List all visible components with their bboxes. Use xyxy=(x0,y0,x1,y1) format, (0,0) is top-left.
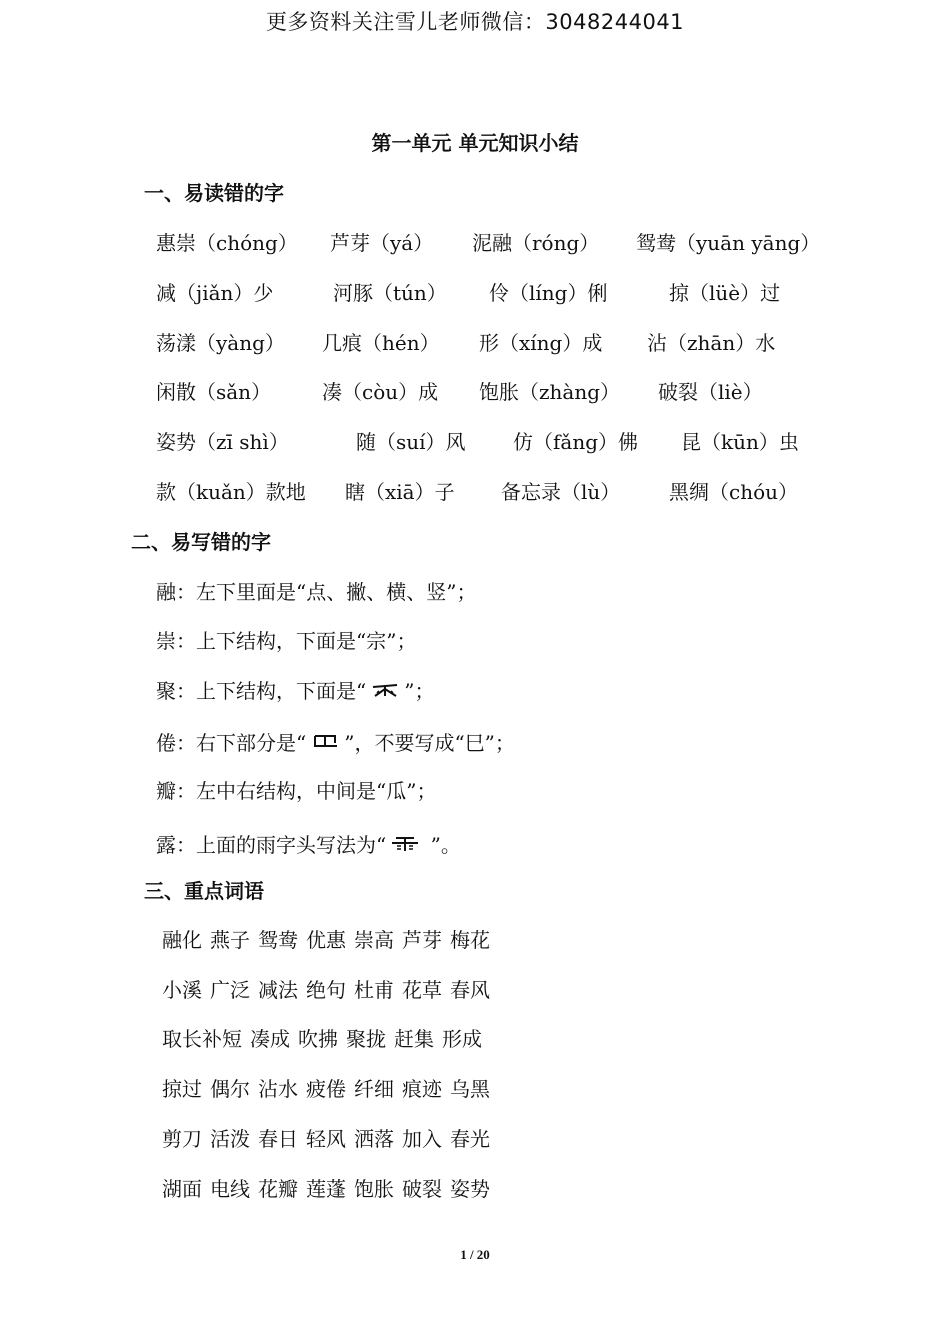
writing-rule-text: 融：左下里面是“点、撇、横、竖”； xyxy=(156,580,477,604)
page-number: 1 / 20 xyxy=(460,1247,490,1262)
pronunciation-item: 昆（kūn）虫 xyxy=(681,430,799,454)
writing-rule xyxy=(156,727,515,756)
pronunciation-item: 凑（còu）成 xyxy=(322,380,439,404)
writing-rule-text: ”； xyxy=(404,679,435,703)
writing-rule xyxy=(156,625,416,654)
section-heading-miswritten: 二、易写错的字 xyxy=(131,530,271,554)
section-heading-misread: 一、易读错的字 xyxy=(144,181,284,205)
vocab-word: 纤细 xyxy=(354,1077,394,1101)
pronunciation-item: 减（jiǎn）少 xyxy=(156,281,274,305)
pronunciation-item: 荡漾（yàng） xyxy=(156,331,285,355)
vocab-row xyxy=(162,1123,498,1152)
pronunciation-item: 款（kuǎn）款地 xyxy=(156,480,306,504)
pronunciation-item: 随（suí）风 xyxy=(356,430,466,454)
vocab-word: 崇高 xyxy=(354,928,394,952)
vocab-word: 掠过 xyxy=(162,1077,202,1101)
writing-rule-text: ”，不要写成“巳”； xyxy=(344,731,515,755)
vocab-word: 减法 xyxy=(258,978,298,1002)
pronunciation-item: 芦芽（yá） xyxy=(330,231,434,255)
vocab-word: 赶集 xyxy=(394,1027,434,1051)
vocab-word: 破裂 xyxy=(402,1177,442,1201)
vocab-word: 融化 xyxy=(162,928,202,952)
writing-rule-text: 崇：上下结构，下面是“宗”； xyxy=(156,629,417,653)
pronunciation-row xyxy=(0,277,950,307)
pronunciation-item: 破裂（liè） xyxy=(658,380,763,404)
pronunciation-item: 备忘录（lù） xyxy=(501,480,621,504)
vocab-word: 形成 xyxy=(442,1027,482,1051)
vocab-word: 花瓣 xyxy=(258,1177,298,1201)
vocab-word: 小溪 xyxy=(162,978,202,1002)
document-title: 第一单元 单元知识小结 xyxy=(371,131,579,155)
vocab-word: 杜甫 xyxy=(354,978,394,1002)
vocab-word: 姿势 xyxy=(450,1177,490,1201)
vocab-word: 剪刀 xyxy=(162,1127,202,1151)
pronunciation-item: 沾（zhān）水 xyxy=(647,331,776,355)
vocab-word: 湖面 xyxy=(162,1177,202,1201)
pronunciation-item: 瞎（xiā）子 xyxy=(345,480,455,504)
pronunciation-item: 惠崇（chóng） xyxy=(156,231,298,255)
vocab-word: 凑成 xyxy=(250,1027,290,1051)
vocab-word: 加入 xyxy=(402,1127,442,1151)
vocab-word: 轻风 xyxy=(306,1127,346,1151)
vocab-word: 燕子 xyxy=(210,928,250,952)
vocab-word: 洒落 xyxy=(354,1127,394,1151)
pronunciation-item: 泥融（róng） xyxy=(472,231,600,255)
pronunciation-item: 闲散（sǎn） xyxy=(156,380,272,404)
vocab-word: 取长补短 xyxy=(162,1027,242,1051)
pronunciation-row xyxy=(0,376,950,406)
pronunciation-row xyxy=(0,327,950,357)
vocab-word: 优惠 xyxy=(306,928,346,952)
writing-rule-text: 瓣：左中右结构，中间是“瓜”； xyxy=(156,779,437,803)
vocab-word: 疲倦 xyxy=(306,1077,346,1101)
vocab-row xyxy=(162,924,498,953)
pronunciation-item: 鸳鸯（yuān yāng） xyxy=(636,231,821,255)
vocab-word: 芦芽 xyxy=(402,928,442,952)
vocab-word: 春光 xyxy=(450,1127,490,1151)
vocab-row xyxy=(162,974,498,1003)
vocab-row xyxy=(162,1023,490,1052)
vocab-word: 莲蓬 xyxy=(306,1177,346,1201)
vocab-word: 乌黑 xyxy=(450,1077,490,1101)
pronunciation-item: 伶（líng）俐 xyxy=(489,281,608,305)
vocab-word: 花草 xyxy=(402,978,442,1002)
pronunciation-item: 形（xíng）成 xyxy=(479,331,603,355)
writing-rule xyxy=(156,675,434,704)
component-glyph-image xyxy=(366,679,404,701)
vocab-word: 痕迹 xyxy=(402,1077,442,1101)
pronunciation-row xyxy=(0,227,950,257)
writing-rule xyxy=(156,829,461,858)
vocab-word: 鸳鸯 xyxy=(258,928,298,952)
vocab-word: 电线 xyxy=(210,1177,250,1201)
vocab-word: 广泛 xyxy=(210,978,250,1002)
pronunciation-item: 仿（fǎng）佛 xyxy=(513,430,639,454)
pronunciation-item: 姿势（zī shì） xyxy=(156,430,289,454)
section-heading-key-words: 三、重点词语 xyxy=(144,879,264,903)
writing-rule-text: 倦：右下部分是“ xyxy=(156,731,307,755)
vocab-word: 春日 xyxy=(258,1127,298,1151)
vocab-word: 活泼 xyxy=(210,1127,250,1151)
vocab-word: 春风 xyxy=(450,978,490,1002)
writing-rule-text: ”。 xyxy=(424,833,461,857)
pronunciation-item: 饱胀（zhàng） xyxy=(479,380,621,404)
vocab-row xyxy=(162,1073,498,1102)
writing-rule-text: 露：上面的雨字头写法为“ xyxy=(156,833,387,857)
vocab-word: 偶尔 xyxy=(210,1077,250,1101)
pronunciation-item: 掠（lüè）过 xyxy=(669,281,781,305)
pronunciation-item: 黑绸（chóu） xyxy=(669,480,799,504)
pronunciation-item: 河豚（tún） xyxy=(333,281,447,305)
vocab-word: 饱胀 xyxy=(354,1177,394,1201)
vocab-word: 绝句 xyxy=(306,978,346,1002)
pronunciation-row xyxy=(0,426,950,456)
component-glyph-image xyxy=(306,731,344,753)
pronunciation-item: 几痕（hén） xyxy=(322,331,440,355)
writing-rule-text: 聚：上下结构，下面是“ xyxy=(156,679,367,703)
pronunciation-row xyxy=(0,476,950,506)
writing-rule xyxy=(156,775,436,804)
vocab-word: 吹拂 xyxy=(298,1027,338,1051)
vocab-word: 聚拢 xyxy=(346,1027,386,1051)
component-glyph-image xyxy=(386,833,424,855)
vocab-word: 梅花 xyxy=(450,928,490,952)
vocab-row xyxy=(162,1173,498,1202)
vocab-word: 沾水 xyxy=(258,1077,298,1101)
header-note: 更多资料关注雪儿老师微信：3048244041 xyxy=(265,10,685,34)
writing-rule xyxy=(156,576,476,605)
